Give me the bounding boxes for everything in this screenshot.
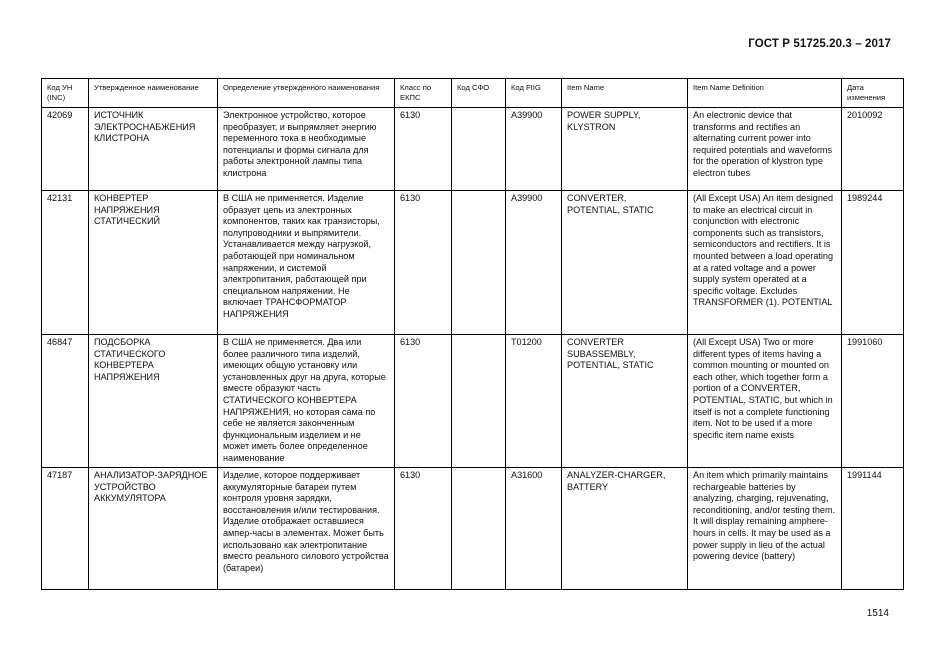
cell-class: 6130 <box>395 335 452 468</box>
cell-approved-name: ПОДСБОРКА СТАТИЧЕСКОГО КОНВЕРТЕРА НАПРЯЖЕНИЯ <box>89 335 218 468</box>
column-header-approved-name: Утвержденное наименование <box>89 79 218 108</box>
cell-sfo <box>452 191 506 335</box>
cell-fiig: A39900 <box>506 191 562 335</box>
cell-fiig: A39900 <box>506 108 562 191</box>
column-header-fiig: Код FIIG <box>506 79 562 108</box>
cell-inc: 42131 <box>42 191 89 335</box>
cell-item-name: CONVERTER, POTENTIAL, STATIC <box>562 191 688 335</box>
cell-item-name: ANALYZER-CHARGER, BATTERY <box>562 468 688 590</box>
cell-definition-ru: Электронное устройство, которое преобразует, и выпрямляет энергию переменного тока в необходимые потенциалы и формы сигнала для работы электронной лампы типа клистрона <box>218 108 395 191</box>
nomenclature-table <box>41 78 904 590</box>
table-row <box>42 335 904 468</box>
cell-inc: 47187 <box>42 468 89 590</box>
cell-change-date: 1991144 <box>842 468 904 590</box>
column-header-item-name: Item Name <box>562 79 688 108</box>
cell-fiig: T01200 <box>506 335 562 468</box>
cell-sfo <box>452 108 506 191</box>
cell-fiig: A31600 <box>506 468 562 590</box>
column-header-item-name-definition: Item Name Definition <box>688 79 842 108</box>
document-standard-header: ГОСТ Р 51725.20.3 – 2017 <box>748 38 891 50</box>
table-header-row <box>42 79 904 108</box>
cell-item-name-definition: An item which primarily maintains rechargeable batteries by analyzing, charging, rejuvenating, reconditioning, and/or testing them. It will display remaining amphere-hours in cells. It may be used as a power supply in lieu of the actual powering device (battery) <box>688 468 842 590</box>
cell-class: 6130 <box>395 468 452 590</box>
cell-item-name-definition: An electronic device that transforms and rectifies an alternating current power into required potentials and waveforms for the operation of klystron type electron tubes <box>688 108 842 191</box>
table-row <box>42 191 904 335</box>
cell-definition-ru: В США не применяется. Изделие образует цепь из электронных компонентов, таких как транзисторы, полупроводники и выпрямители. Устанавливается между нагрузкой, работающей при номинальном напряжении, и системой электропитания, работающей при специальном напряжении. Не включает ТРАНСФОРМАТОР НАПРЯЖЕНИЯ <box>218 191 395 335</box>
cell-class: 6130 <box>395 108 452 191</box>
table-row <box>42 108 904 191</box>
page-number: 1514 <box>866 608 889 619</box>
cell-approved-name: ИСТОЧНИК ЭЛЕКТРОСНАБЖЕНИЯ КЛИСТРОНА <box>89 108 218 191</box>
cell-item-name-definition: (All Except USA) An item designed to make an electrical circuit in conjunction with electronic components such as transistors, semiconductors and rectifiers. It is mounted between a load operating at a rated voltage and a power supply system operated at a specific voltage. Excludes TRANSFORMER (1). POTENTIAL <box>688 191 842 335</box>
cell-change-date: 1989244 <box>842 191 904 335</box>
cell-change-date: 1991060 <box>842 335 904 468</box>
cell-sfo <box>452 335 506 468</box>
cell-inc: 46847 <box>42 335 89 468</box>
cell-inc: 42069 <box>42 108 89 191</box>
cell-item-name: POWER SUPPLY, KLYSTRON <box>562 108 688 191</box>
cell-approved-name: КОНВЕРТЕР НАПРЯЖЕНИЯ СТАТИЧЕСКИЙ <box>89 191 218 335</box>
column-header-definition-ru: Определение утвержденного наименования <box>218 79 395 108</box>
cell-item-name-definition: (All Except USA) Two or more different types of items having a common mounting or mounted on each other, which together form a portion of a CONVERTER, POTENTIAL, STATIC, but which in itself is not a complete functioning item. Not to be used if a more specific item name exists <box>688 335 842 468</box>
cell-item-name: CONVERTER SUBASSEMBLY, POTENTIAL, STATIC <box>562 335 688 468</box>
column-header-inc: Код УН (INC) <box>42 79 89 108</box>
column-header-change-date: Дата изменения <box>842 79 904 108</box>
cell-class: 6130 <box>395 191 452 335</box>
cell-definition-ru: В США не применяется. Два или более различного типа изделий, имеющих общую установку или установленных друг на друга, которые вместе образуют часть СТАТИЧЕСКОГО КОНВЕРТЕРА НАПРЯЖЕНИЯ, но которая сама по себе не является законченным функциональным изделием и не может иметь более определенное наименование <box>218 335 395 468</box>
table-row <box>42 468 904 590</box>
cell-approved-name: АНАЛИЗАТОР-ЗАРЯДНОЕ УСТРОЙСТВО АККУМУЛЯТОРА <box>89 468 218 590</box>
column-header-sfo: Код СФО <box>452 79 506 108</box>
cell-change-date: 2010092 <box>842 108 904 191</box>
cell-sfo <box>452 468 506 590</box>
column-header-class: Класс по ЕКПС <box>395 79 452 108</box>
cell-definition-ru: Изделие, которое поддерживает аккумуляторные батареи путем контроля уровня зарядки, восстановления и/или тестирования. Изделие отображает оставшиеся ампер-часы в элементах. Может быть использовано как электропитание вместо реального силового устройства (батареи) <box>218 468 395 590</box>
